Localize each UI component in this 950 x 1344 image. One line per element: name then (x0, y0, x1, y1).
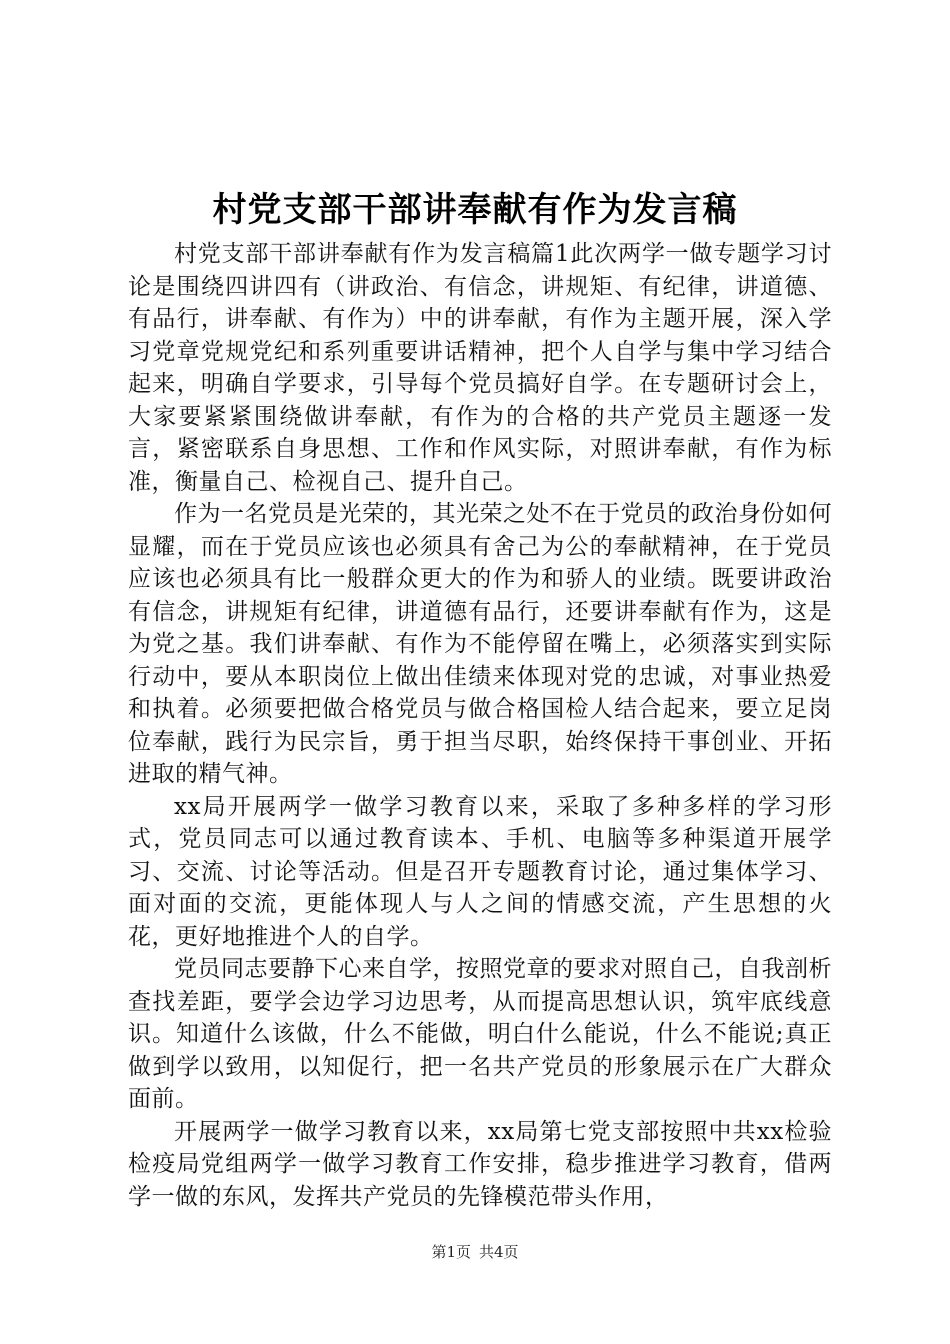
page-total: 共4页 (479, 1243, 519, 1261)
paragraph: 开展两学一做学习教育以来，xx局第七党支部按照中共xx检验检疫局党组两学一做学习教育工作安排，稳步推进学习教育，借两学一做的东风，发挥共产党员的先锋模范带头作用， (128, 1118, 832, 1210)
paragraph: 党员同志要静下心来自学，按照党章的要求对照自己，自我剖析查找差距，要学会边学习边思考，从而提高思想认识，筑牢底线意识。知道什么该做，什么不能做，明白什么能说，什么不能说;真正做到学以致用，以知促行，把一名共产党员的形象展示在广大群众面前。 (128, 956, 832, 1112)
page-footer (0, 1242, 950, 1262)
document-body (128, 238, 832, 1213)
paragraph: xx局开展两学一做学习教育以来，采取了多种多样的学习形式，党员同志可以通过教育读本、手机、电脑等多种渠道开展学习、交流、讨论等活动。但是召开专题教育讨论，通过集体学习、面对面的交流，更能体现人与人之间的情感交流，产生思想的火花，更好地推进个人的自学。 (128, 793, 832, 950)
document-title: 村党支部干部讲奉献有作为发言稿 (212, 190, 738, 230)
paragraph: 作为一名党员是光荣的，其光荣之处不在于党员的政治身份如何显耀，而在于党员应该也必须具有舍己为公的奉献精神，在于党员应该也必须具有比一般群众更大的作为和骄人的业绩。既要讲政治有信念，讲规矩有纪律，讲道德有品行，还要讲奉献有作为，这是为党之基。我们讲奉献、有作为不能停留在嘴上，必须落实到实际行动中，要从本职岗位上做出佳绩来体现对党的忠诚，对事业热爱和执着。必须要把做合格党员与做合格国检人结合起来，要立足岗位奉献，践行为民宗旨，勇于担当尽职，始终保持干事创业、开拓进取的精气神。 (128, 501, 832, 787)
paragraph: 村党支部干部讲奉献有作为发言稿篇1此次两学一做专题学习讨论是围绕四讲四有（讲政治、有信念，讲规矩、有纪律，讲道德、有品行，讲奉献、有作为）中的讲奉献，有作为主题开展，深入学习党章党规党纪和系列重要讲话精神，把个人自学与集中学习结合起来，明确自学要求，引导每个党员搞好自学。在专题研讨会上，大家要紧紧围绕做讲奉献，有作为的合格的共产党员主题逐一发言，紧密联系自身思想、工作和作风实际，对照讲奉献，有作为标准，衡量自己、检视自己、提升自己。 (128, 241, 832, 495)
page-number: 第1页 (431, 1243, 471, 1261)
